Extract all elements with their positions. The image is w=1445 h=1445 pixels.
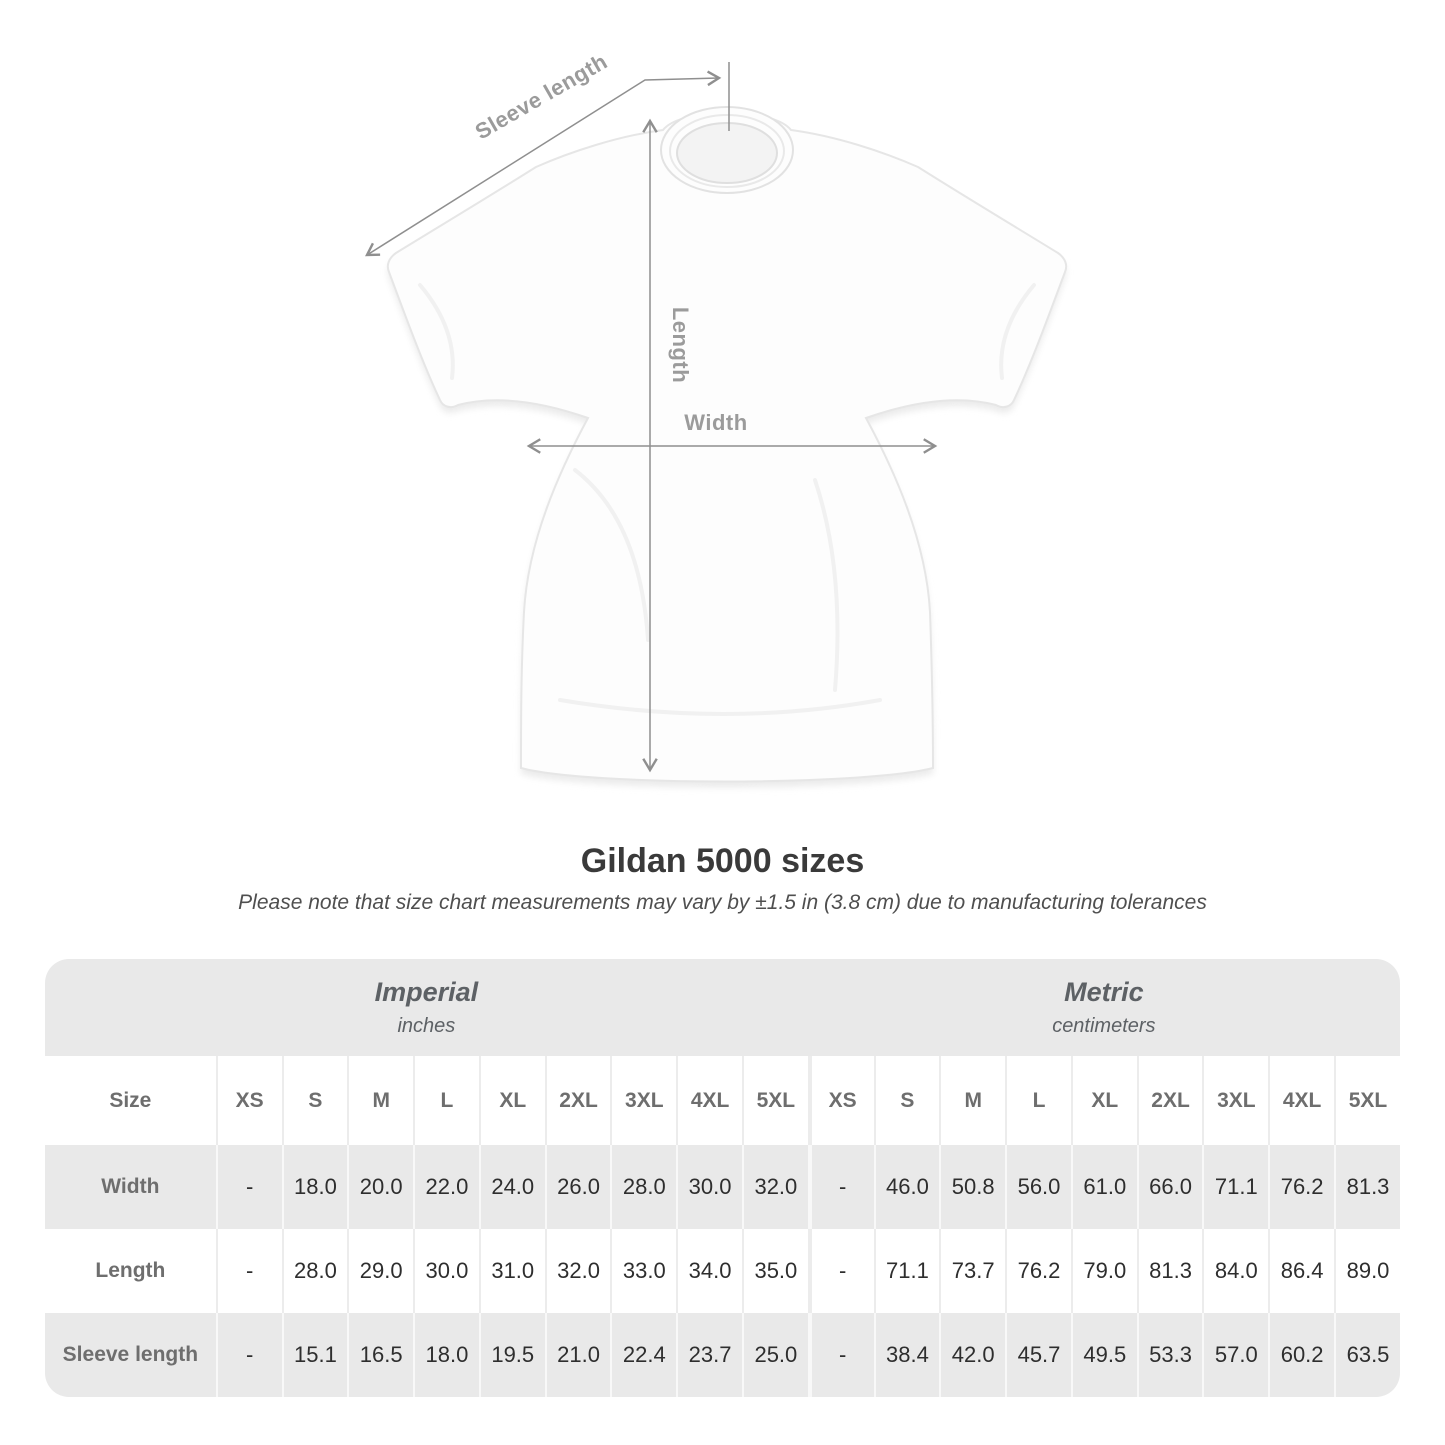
value-cell: 35.0 — [742, 1229, 808, 1313]
tshirt-collar — [661, 107, 793, 193]
value-cell: - — [808, 1145, 874, 1229]
value-cell: 20.0 — [347, 1145, 413, 1229]
value-cell: - — [216, 1145, 282, 1229]
value-cell: 60.2 — [1268, 1313, 1334, 1397]
sleeve-length-label: Sleeve length — [470, 48, 612, 145]
page-title: Gildan 5000 sizes — [580, 842, 865, 880]
value-cell: 19.5 — [479, 1313, 545, 1397]
value-cell: 31.0 — [479, 1229, 545, 1313]
value-cell: 84.0 — [1202, 1229, 1268, 1313]
length-label: Length — [668, 306, 693, 384]
value-cell: 30.0 — [413, 1229, 479, 1313]
value-cell: 26.0 — [545, 1145, 611, 1229]
value-cell: 86.4 — [1268, 1229, 1334, 1313]
value-cell: 50.8 — [939, 1145, 1005, 1229]
size-header-row — [45, 1056, 1400, 1145]
imperial-size-3xl: 3XL — [610, 1056, 676, 1145]
tshirt-body — [388, 113, 1066, 782]
value-cell: 61.0 — [1071, 1145, 1137, 1229]
metric-size-m: M — [939, 1056, 1005, 1145]
imperial-size-s: S — [282, 1056, 348, 1145]
metric-section-unit: centimeters — [1052, 1015, 1156, 1037]
imperial-size-2xl: 2XL — [545, 1056, 611, 1145]
value-cell: 66.0 — [1137, 1145, 1203, 1229]
value-cell: 22.4 — [610, 1313, 676, 1397]
imperial-section-title: Imperial — [374, 977, 479, 1007]
value-cell: 28.0 — [610, 1145, 676, 1229]
value-cell: - — [216, 1313, 282, 1397]
tolerance-note: Please note that size chart measurements may vary by ±1.5 in (3.8 cm) due to manufacturing tolerances — [238, 891, 1207, 914]
value-cell: 56.0 — [1005, 1145, 1071, 1229]
value-cell: 30.0 — [676, 1145, 742, 1229]
table-row-width — [45, 1145, 1400, 1229]
value-cell: 22.0 — [413, 1145, 479, 1229]
value-cell: 38.4 — [874, 1313, 940, 1397]
row-label-sleeve-length: Sleeve length — [45, 1313, 216, 1397]
metric-section-header — [808, 959, 1400, 1056]
value-cell: 24.0 — [479, 1145, 545, 1229]
value-cell: 33.0 — [610, 1229, 676, 1313]
value-cell: - — [808, 1313, 874, 1397]
imperial-size-m: M — [347, 1056, 413, 1145]
value-cell: 21.0 — [545, 1313, 611, 1397]
metric-size-4xl: 4XL — [1268, 1056, 1334, 1145]
metric-size-5xl: 5XL — [1334, 1056, 1400, 1145]
imperial-size-4xl: 4XL — [676, 1056, 742, 1145]
metric-size-3xl: 3XL — [1202, 1056, 1268, 1145]
value-cell: 42.0 — [939, 1313, 1005, 1397]
imperial-size-xl: XL — [479, 1056, 545, 1145]
metric-size-2xl: 2XL — [1137, 1056, 1203, 1145]
metric-size-s: S — [874, 1056, 940, 1145]
value-cell: 15.1 — [282, 1313, 348, 1397]
metric-size-xl: XL — [1071, 1056, 1137, 1145]
value-cell: 23.7 — [676, 1313, 742, 1397]
value-cell: 32.0 — [742, 1145, 808, 1229]
value-cell: - — [216, 1229, 282, 1313]
value-cell: 32.0 — [545, 1229, 611, 1313]
value-cell: 28.0 — [282, 1229, 348, 1313]
value-cell: 45.7 — [1005, 1313, 1071, 1397]
value-cell: 18.0 — [413, 1313, 479, 1397]
table-row-sleeve-length — [45, 1313, 1400, 1397]
value-cell: 49.5 — [1071, 1313, 1137, 1397]
value-cell: 53.3 — [1137, 1313, 1203, 1397]
row-label-length: Length — [45, 1229, 216, 1313]
value-cell: 57.0 — [1202, 1313, 1268, 1397]
value-cell: 81.3 — [1137, 1229, 1203, 1313]
value-cell: 71.1 — [874, 1229, 940, 1313]
size-chart-table — [45, 959, 1400, 1397]
imperial-section-unit: inches — [397, 1015, 456, 1037]
table-row-length — [45, 1229, 1400, 1313]
value-cell: 76.2 — [1005, 1229, 1071, 1313]
metric-size-l: L — [1005, 1056, 1071, 1145]
value-cell: 79.0 — [1071, 1229, 1137, 1313]
value-cell: 89.0 — [1334, 1229, 1400, 1313]
value-cell: 16.5 — [347, 1313, 413, 1397]
size-column-header: Size — [45, 1056, 216, 1145]
value-cell: 76.2 — [1268, 1145, 1334, 1229]
value-cell: 73.7 — [939, 1229, 1005, 1313]
value-cell: 18.0 — [282, 1145, 348, 1229]
value-cell: 46.0 — [874, 1145, 940, 1229]
imperial-size-xs: XS — [216, 1056, 282, 1145]
unit-section-header-row — [45, 959, 1400, 1056]
value-cell: - — [808, 1229, 874, 1313]
value-cell: 81.3 — [1334, 1145, 1400, 1229]
width-label: Width — [684, 410, 748, 435]
metric-section-title: Metric — [1064, 977, 1144, 1007]
value-cell: 29.0 — [347, 1229, 413, 1313]
imperial-size-5xl: 5XL — [742, 1056, 808, 1145]
value-cell: 63.5 — [1334, 1313, 1400, 1397]
size-chart-table-container — [45, 959, 1400, 1397]
imperial-section-header — [45, 959, 808, 1056]
metric-size-xs: XS — [808, 1056, 874, 1145]
value-cell: 71.1 — [1202, 1145, 1268, 1229]
value-cell: 34.0 — [676, 1229, 742, 1313]
row-label-width: Width — [45, 1145, 216, 1229]
value-cell: 25.0 — [742, 1313, 808, 1397]
imperial-size-l: L — [413, 1056, 479, 1145]
